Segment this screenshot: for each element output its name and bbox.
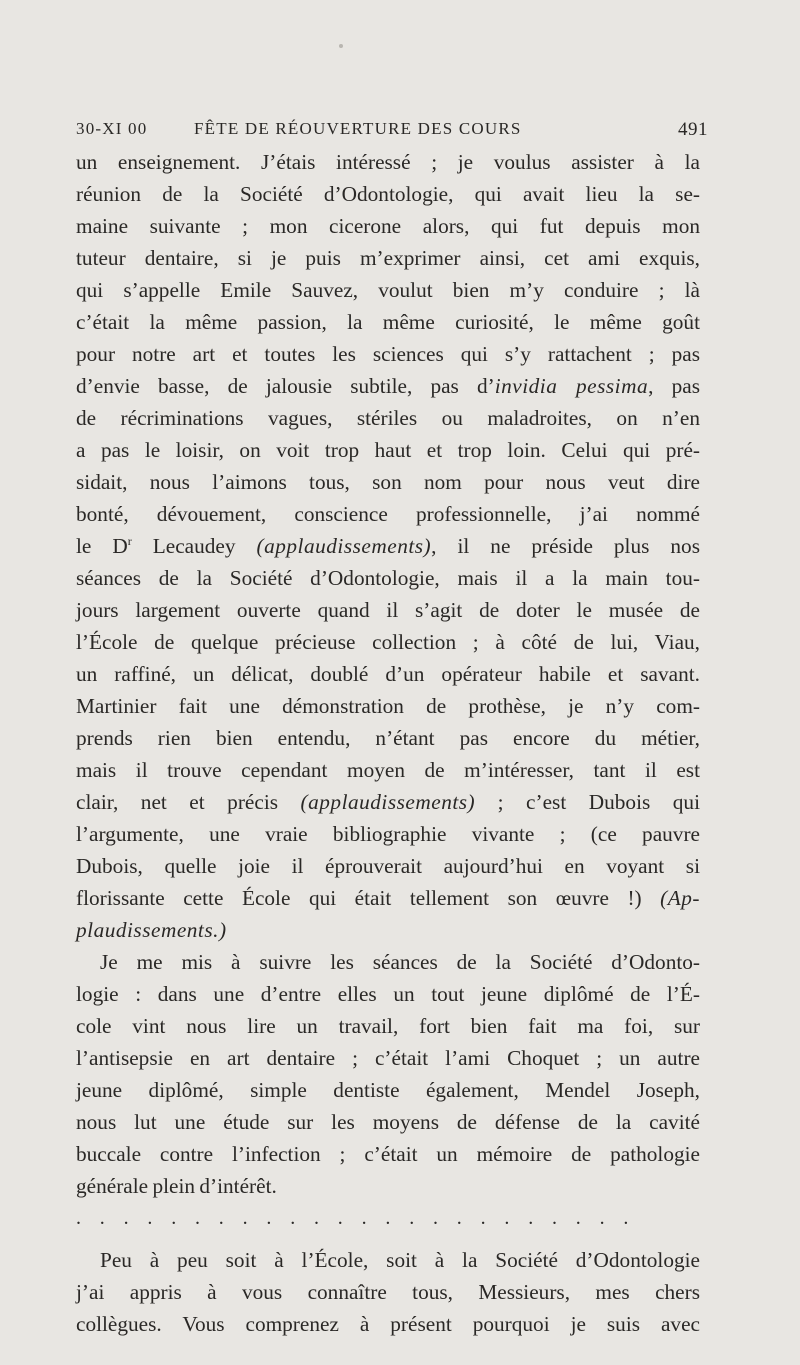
italic-applause: (Ap-	[660, 886, 700, 910]
header-date: 30-XI 00	[76, 119, 148, 138]
text-line: l’antisepsie en art dentaire ; c’était l’ami Choquet ; un autre	[76, 1046, 700, 1070]
text-line: a pas le loisir, on voit trop haut et trop loin. Celui qui pré-	[76, 438, 700, 462]
superscript: r	[127, 533, 132, 548]
page-number: 491	[678, 119, 708, 140]
text-run: florissante cette École qui était tellement son œuvre !)	[76, 886, 661, 910]
text-line: mais il trouve cependant moyen de m’intéresser, tant il est	[76, 758, 700, 782]
text-line	[76, 370, 700, 402]
text-line: logie : dans une d’entre elles un tout jeune diplômé de l’É-	[76, 982, 700, 1006]
text-line: nous lut une étude sur les moyens de défense de la cavité	[76, 1110, 700, 1134]
text-line: bonté, dévouement, conscience professionnelle, j’ai nommé	[76, 502, 700, 526]
text-line: qui s’appelle Emile Sauvez, voulut bien m’y conduire ; là	[76, 278, 700, 302]
italic-phrase: invidia pessima	[494, 374, 649, 398]
text-line	[76, 530, 700, 562]
text-line: l’argumente, une vraie bibliographie vivante ; (ce pauvre	[76, 822, 700, 846]
text-line: tuteur dentaire, si je puis m’exprimer ainsi, cet ami exquis,	[76, 246, 700, 270]
text-line: Dubois, quelle joie il éprouverait aujourd’hui en voyant si	[76, 854, 700, 878]
spacer	[76, 1234, 700, 1244]
text-line: un raffiné, un délicat, doublé d’un opérateur habile et savant.	[76, 662, 700, 686]
running-head	[76, 119, 710, 147]
text-run: d’envie basse, de jalousie subtile, pas d’	[76, 374, 495, 398]
text-run: Lecaudey	[131, 534, 257, 558]
text-line: un enseignement. J’étais intéressé ; je voulus assister à la	[76, 150, 700, 174]
text-line: c’était la même passion, la même curiosité, le même goût	[76, 310, 700, 334]
text-run: , pas	[648, 374, 700, 398]
text-line: de récriminations vagues, stériles ou maladroites, on n’en	[76, 406, 700, 430]
text-line: pour notre art et toutes les sciences qui s’y rattachent ; pas	[76, 342, 700, 366]
header-title: FÊTE DE RÉOUVERTURE DES COURS	[194, 119, 522, 138]
text-run: clair, net et précis	[76, 790, 301, 814]
text-line: prends rien bien entendu, n’étant pas encore du métier,	[76, 726, 700, 750]
body-text	[76, 146, 700, 1340]
text-line: sidait, nous l’aimons tous, son nom pour nous veut dire	[76, 470, 700, 494]
text-line: cole vint nous lire un travail, fort bien fait ma foi, sur	[76, 1014, 700, 1038]
italic-applause-line: plaudissements.)	[76, 918, 227, 942]
text-line: j’ai appris à vous connaître tous, Messieurs, mes chers	[76, 1280, 700, 1304]
text-line	[76, 786, 700, 818]
text-run: ; c’est Dubois qui	[475, 790, 700, 814]
text-line	[76, 882, 700, 914]
italic-applause: (applaudissements)	[256, 534, 432, 558]
text-run: , il ne préside plus nos	[431, 534, 700, 558]
text-line: maine suivante ; mon cicerone alors, qui fut depuis mon	[76, 214, 700, 238]
text-line: générale plein d’intérêt.	[76, 1174, 277, 1198]
text-line: jeune diplômé, simple dentiste également, Mendel Joseph,	[76, 1078, 700, 1102]
text-line: séances de la Société d’Odontologie, mais il a la main tou-	[76, 566, 700, 590]
ellipsis-divider: ........................	[76, 1207, 648, 1229]
text-line: l’École de quelque précieuse collection ; à côté de lui, Viau,	[76, 630, 700, 654]
text-line: Je me mis à suivre les séances de la Société d’Odonto-	[100, 950, 700, 974]
text-run: le D	[76, 534, 128, 558]
text-line: jours largement ouverte quand il s’agit de doter le musée de	[76, 598, 700, 622]
text-line: collègues. Vous comprenez à présent pourquoi je suis avec	[76, 1312, 700, 1336]
text-line: Martinier fait une démonstration de prothèse, je n’y com-	[76, 694, 700, 718]
ink-speck	[339, 44, 343, 48]
italic-applause: (applaudissements)	[300, 790, 476, 814]
text-line: buccale contre l’infection ; c’était un mémoire de pathologie	[76, 1142, 700, 1166]
text-line: réunion de la Société d’Odontologie, qui avait lieu la se-	[76, 182, 700, 206]
text-line: Peu à peu soit à l’École, soit à la Société d’Odontologie	[100, 1248, 700, 1272]
